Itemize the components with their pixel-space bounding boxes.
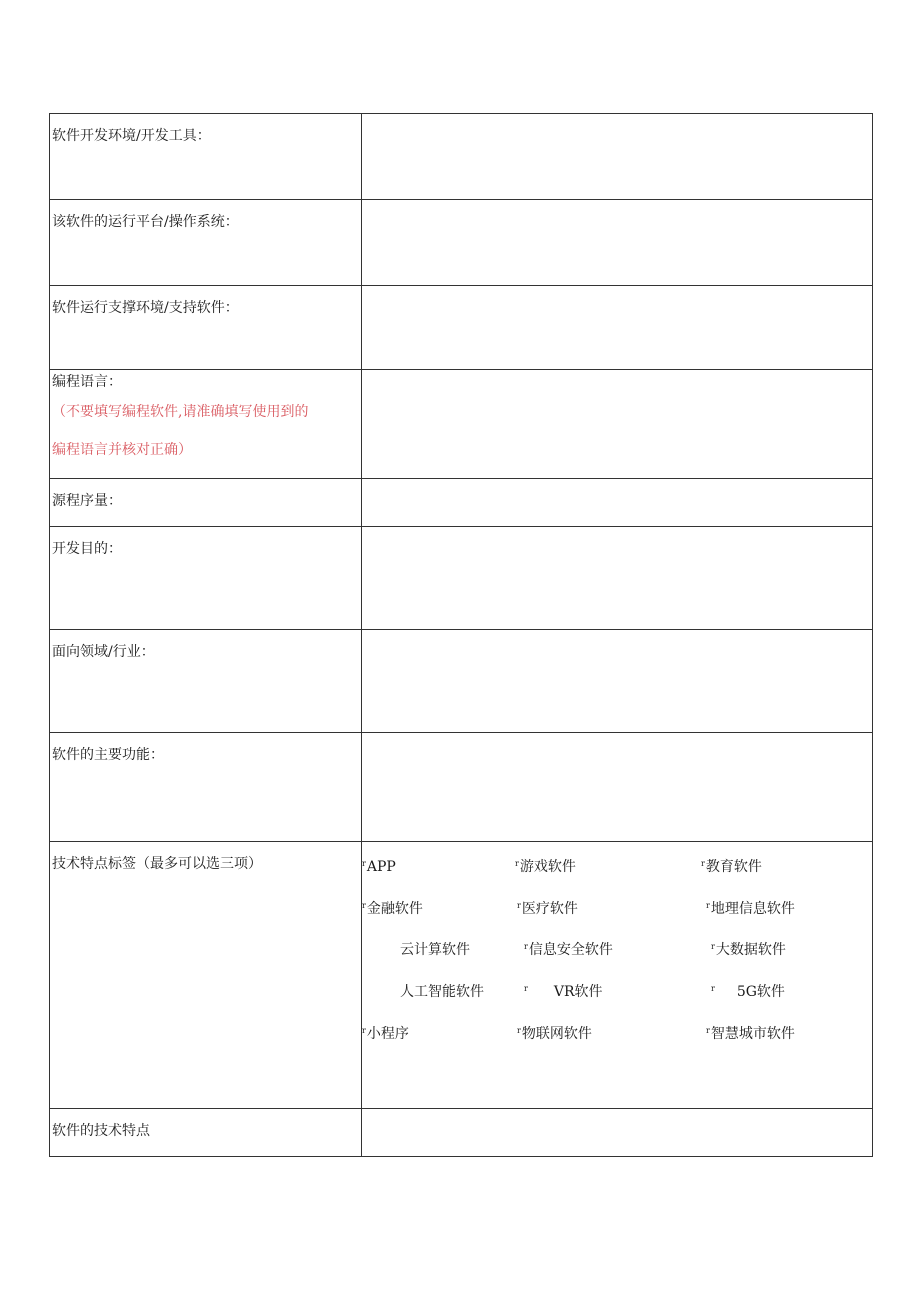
domain-label: 面向领域/行业： xyxy=(50,630,362,733)
checkbox-icon: r xyxy=(524,942,528,951)
platform-label: 该软件的运行平台/操作系统： xyxy=(50,200,362,286)
checkbox-icon: r xyxy=(362,859,366,868)
row-dev-env xyxy=(50,114,873,200)
functions-label: 软件的主要功能： xyxy=(50,733,362,842)
platform-field[interactable] xyxy=(362,200,873,286)
checkbox-icon: r xyxy=(524,984,528,993)
language-label-cell xyxy=(50,370,362,479)
tag-ai[interactable]: 人工智能软件 xyxy=(400,984,484,1000)
row-language xyxy=(50,370,873,479)
checkbox-icon: r xyxy=(362,1026,366,1035)
language-note-line1: （不要填写编程软件,请准确填写使用到的 xyxy=(52,404,309,420)
domain-field[interactable] xyxy=(362,630,873,733)
row-platform xyxy=(50,200,873,286)
tag-bigdata[interactable]: r大数据软件 xyxy=(711,942,786,958)
row-purpose xyxy=(50,527,873,630)
checkbox-icon: r xyxy=(706,1026,710,1035)
tag-medical[interactable]: r医疗软件 xyxy=(517,901,578,917)
language-note-line2: 编程语言并核对正确） xyxy=(52,442,192,458)
registration-form-table xyxy=(49,113,873,1157)
row-support xyxy=(50,286,873,370)
tag-security[interactable]: r信息安全软件 xyxy=(524,942,613,958)
checkbox-icon: r xyxy=(711,942,715,951)
tag-miniprogram[interactable]: r小程序 xyxy=(362,1026,409,1042)
support-label: 软件运行支撑环境/支持软件： xyxy=(50,286,362,370)
dev-env-label: 软件开发环境/开发工具： xyxy=(50,114,362,200)
tag-5g[interactable]: r 5G软件 xyxy=(711,984,785,1000)
source-size-label: 源程序量： xyxy=(50,479,362,527)
purpose-field[interactable] xyxy=(362,527,873,630)
purpose-label: 开发目的： xyxy=(50,527,362,630)
checkbox-icon: r xyxy=(711,984,715,993)
tag-iot[interactable]: r物联网软件 xyxy=(517,1026,592,1042)
checkbox-icon: r xyxy=(517,901,521,910)
language-label: 编程语言： xyxy=(52,374,122,390)
tag-game[interactable]: r游戏软件 xyxy=(515,859,576,875)
checkbox-icon: r xyxy=(706,901,710,910)
checkbox-icon: r xyxy=(515,859,519,868)
features-label: 软件的技术特点 xyxy=(50,1109,362,1157)
checkbox-icon: r xyxy=(362,901,366,910)
tags-label: 技术特点标签（最多可以选三项） xyxy=(50,842,362,1109)
tag-finance[interactable]: r金融软件 xyxy=(362,901,423,917)
features-field[interactable] xyxy=(362,1109,873,1157)
tags-cell xyxy=(362,842,873,1109)
tag-gis[interactable]: r地理信息软件 xyxy=(706,901,795,917)
tag-education[interactable]: r教育软件 xyxy=(701,859,762,875)
language-field[interactable] xyxy=(362,370,873,479)
support-field[interactable] xyxy=(362,286,873,370)
row-tags xyxy=(50,842,873,1109)
row-features xyxy=(50,1109,873,1157)
source-size-field[interactable] xyxy=(362,479,873,527)
functions-field[interactable] xyxy=(362,733,873,842)
tag-cloud[interactable]: 云计算软件 xyxy=(400,942,470,958)
checkbox-icon: r xyxy=(517,1026,521,1035)
checkbox-icon: r xyxy=(701,859,705,868)
tag-smartcity[interactable]: r智慧城市软件 xyxy=(706,1026,795,1042)
dev-env-field[interactable] xyxy=(362,114,873,200)
tag-grid xyxy=(362,842,872,1108)
row-source-size xyxy=(50,479,873,527)
row-domain xyxy=(50,630,873,733)
tag-app[interactable]: rAPP xyxy=(362,859,396,875)
row-functions xyxy=(50,733,873,842)
tag-vr[interactable]: r VR软件 xyxy=(524,984,603,1000)
